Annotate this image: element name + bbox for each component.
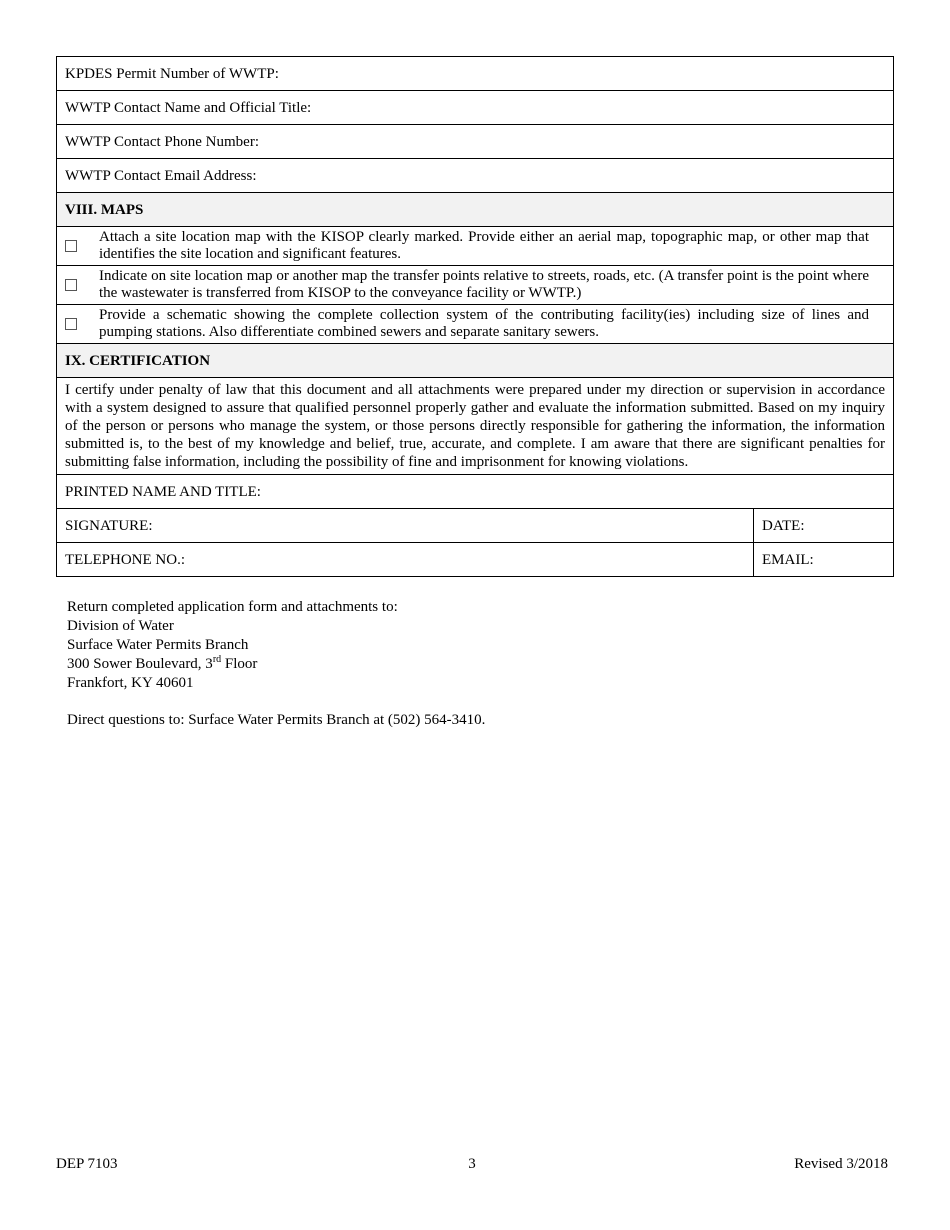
page-number: 3	[468, 1156, 476, 1172]
maps-item-schematic	[57, 305, 894, 344]
return-address-block	[67, 598, 398, 693]
certification-section-header	[57, 344, 894, 378]
contact-phone-field[interactable]: WWTP Contact Phone Number:	[57, 125, 894, 159]
maps-heading: VIII. MAPS	[57, 193, 894, 227]
schematic-checkbox[interactable]	[65, 318, 77, 330]
printed-name-row	[57, 475, 894, 509]
signature-field[interactable]: SIGNATURE:	[57, 509, 754, 543]
certification-statement-row	[57, 378, 894, 475]
branch-name: Surface Water Permits Branch	[67, 637, 249, 653]
street-address-floor: Floor	[221, 656, 258, 672]
division-name: Division of Water	[67, 618, 174, 634]
application-form-table	[56, 56, 894, 577]
street-address-main: 300 Sower Boulevard, 3	[67, 656, 213, 672]
site-location-map-checkbox[interactable]	[65, 240, 77, 252]
permit-number-field[interactable]: KPDES Permit Number of WWTP:	[57, 57, 894, 91]
contact-phone-row	[57, 125, 894, 159]
maps-item-site-location	[57, 227, 894, 266]
telephone-field[interactable]: TELEPHONE NO.:	[57, 543, 754, 577]
return-instructions: Return completed application form and attachments to:	[67, 599, 398, 615]
email-field[interactable]: EMAIL:	[754, 543, 894, 577]
signature-date-row	[57, 509, 894, 543]
certification-heading: IX. CERTIFICATION	[57, 344, 894, 378]
form-id: DEP 7103	[56, 1156, 118, 1172]
maps-item-text: Indicate on site location map or another map the transfer points relative to streets, roads, etc. (A transfer point is the point where the wastewater is transferred from KISOP to the conveyance facility or WWTP.)	[91, 266, 894, 305]
maps-item-text: Attach a site location map with the KISOP clearly marked. Provide either an aerial map, topographic map, or other map that identifies the site location and significant features.	[91, 227, 894, 266]
floor-ordinal: rd	[212, 654, 222, 665]
certification-statement: I certify under penalty of law that this document and all attachments were prepared under my direction or supervision in accordance with a system designed to assure that qualified personnel properly gather and evaluate the information submitted. Based on my inquiry of the person or persons who manage the system, or those persons directly responsible for gathering the information, the information submitted is, to the best of my knowledge and belief, true, accurate, and complete. I am aware that there are significant penalties for submitting false information, including the possibility of fine and imprisonment for knowing violations.	[57, 378, 894, 475]
date-field[interactable]: DATE:	[754, 509, 894, 543]
street-address	[67, 655, 398, 674]
contact-name-row	[57, 91, 894, 125]
contact-name-field[interactable]: WWTP Contact Name and Official Title:	[57, 91, 894, 125]
maps-item-text: Provide a schematic showing the complete collection system of the contributing facility(ies) including size of lines and pumping stations. Also differentiate combined sewers and separate sanitary sewers.	[91, 305, 894, 344]
maps-item-transfer-points	[57, 266, 894, 305]
printed-name-field[interactable]: PRINTED NAME AND TITLE:	[57, 475, 894, 509]
transfer-points-checkbox[interactable]	[65, 279, 77, 291]
telephone-email-row	[57, 543, 894, 577]
questions-contact: Direct questions to: Surface Water Permits Branch at (502) 564-3410.	[67, 712, 486, 728]
contact-email-field[interactable]: WWTP Contact Email Address:	[57, 159, 894, 193]
maps-section-header	[57, 193, 894, 227]
permit-number-row	[57, 57, 894, 91]
contact-email-row	[57, 159, 894, 193]
city-state-zip: Frankfort, KY 40601	[67, 675, 194, 691]
revision-date: Revised 3/2018	[794, 1156, 888, 1172]
